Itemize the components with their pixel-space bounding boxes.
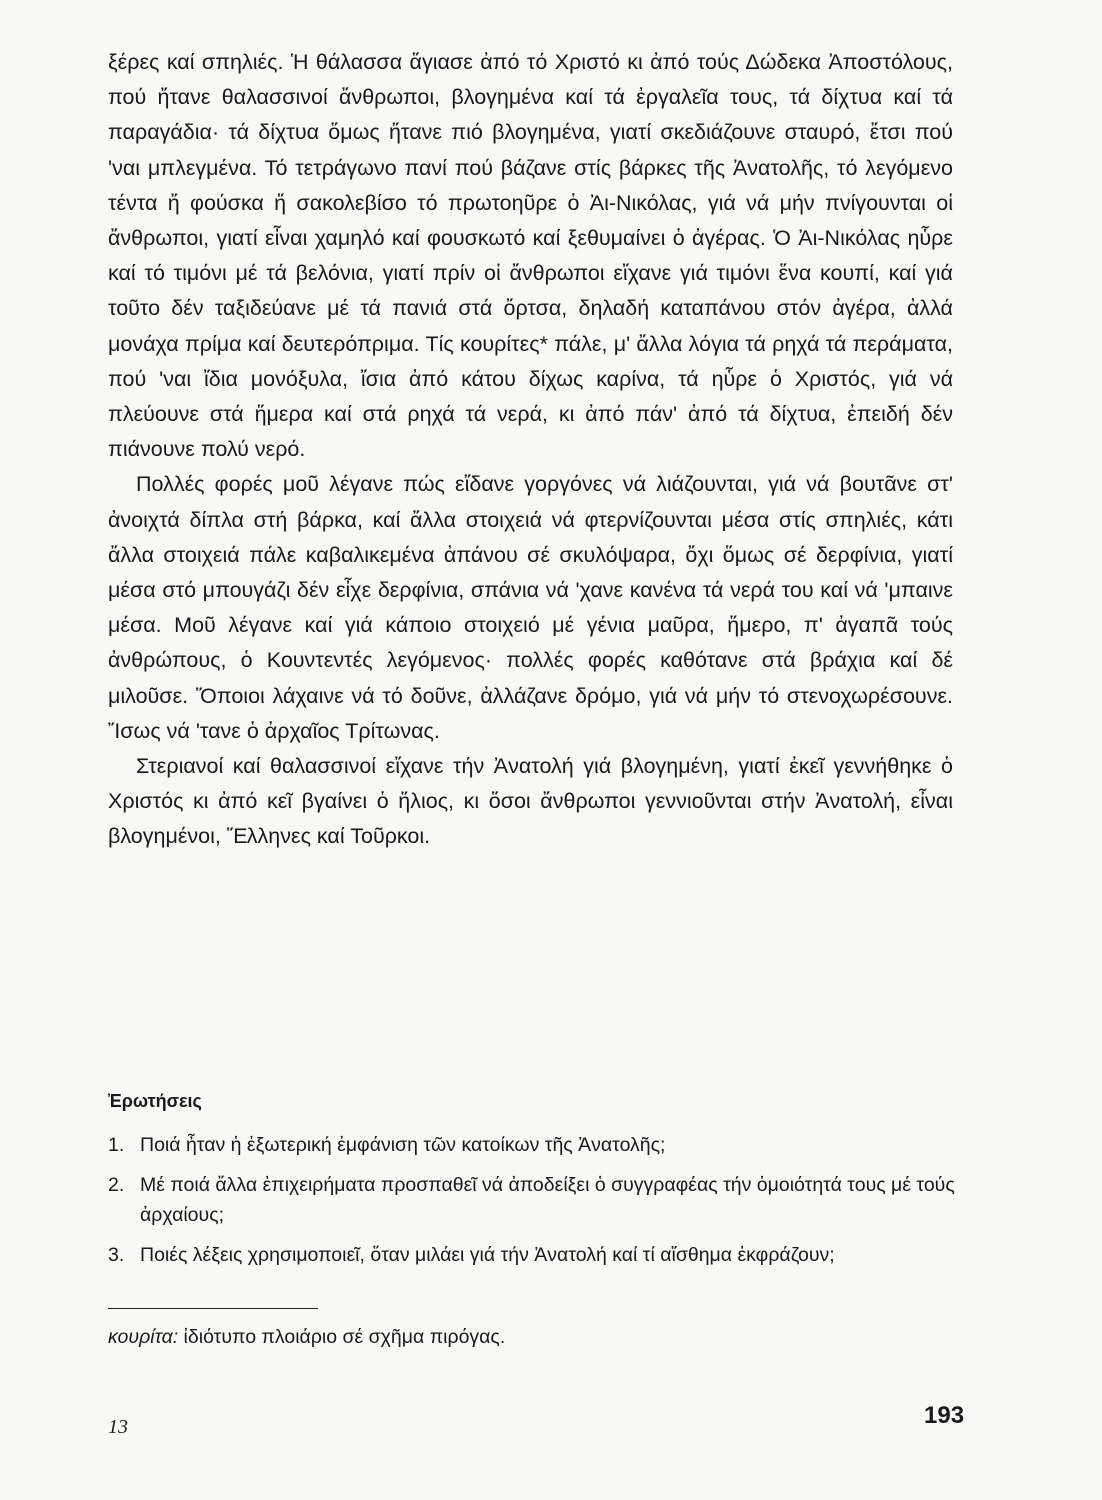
footnote-divider — [108, 1308, 318, 1309]
questions-list — [108, 1130, 958, 1270]
main-text — [108, 45, 953, 855]
question-item — [108, 1130, 958, 1160]
question-item — [108, 1170, 958, 1230]
question-number: 2. — [108, 1174, 125, 1196]
paragraph-2: Πολλές φορές μοῦ λέγανε πώς εἴδανε γοργόνες νά λιάζουνται, γιά νά βουτᾶνε στ' ἀνοιχτά δίπλα στή βάρκα, καί ἄλλα στοιχειά νά φτερνίζουνται μέσα στίς σπηλιές, κάτι ἄλλα στοιχειά πάλε καβαλικεμένα ἀπάνου σέ σκυλόψαρα, ὄχι ὅμως σέ δερφίνια, γιατί μέσα στό μπουγάζι δέν εἶχε δερφίνια, σπάνια νά 'χανε κανένα τά νερά του καί νά 'μπαινε μέσα. Μοῦ λέγανε καί γιά κάποιο στοιχειό μέ γένια μαῦρα, ἥμερο, π' ἀγαπᾶ τούς ἀνθρώπους, ὁ Κουντεντές λεγόμενος· πολλές φορές καθότανε στά βράχια καί δέ μιλοῦσε. Ὅποιοι λάχαινε νά τό δοῦνε, ἀλλάζανε δρόμο, γιά νά μήν τό στενοχωρέσουνε. Ἴσως νά 'τανε ὁ ἀρχαῖος Τρίτωνας. — [108, 472, 953, 743]
question-item — [108, 1240, 958, 1270]
signature-mark: 13 — [108, 1416, 128, 1438]
footnote — [108, 1326, 505, 1349]
questions-heading: Ἐρωτήσεις — [108, 1091, 202, 1111]
paragraph-3: Στεριανοί καί θαλασσινοί εἴχανε τήν Ἀνατολή γιά βλογημένη, γιατί ἐκεῖ γεννήθηκε ὁ Χριστός κι ἀπό κεῖ βγαίνει ὁ ἥλιος, κι ὅσοι ἄνθρωποι γεννιοῦνται στήν Ἀνατολή, εἶναι βλογημένοι, Ἕλληνες καί Τοῦρκοι. — [108, 754, 953, 849]
question-text: Ποιά ἦταν ἡ ἐξωτερική ἐμφάνιση τῶν κατοίκων τῆς Ἀνατολῆς; — [140, 1134, 666, 1156]
question-text: Ποιές λέξεις χρησιμοποιεῖ, ὅταν μιλάει γιά τήν Ἀνατολή καί τί αἴσθημα ἐκφράζουν; — [140, 1244, 835, 1266]
paragraph-1: ξέρες καί σπηλιές. Ἡ θάλασσα ἅγιασε ἀπό τό Χριστό κι ἀπό τούς Δώδεκα Ἀποστόλους, πού ἤτανε θαλασσινοί ἄνθρωποι, βλογημένα καί τά ἐργαλεῖα τους, τά δίχτυα καί τά παραγάδια· τά δίχτυα ὅμως ἤτανε πιό βλογημένα, γιατί σκεδιάζουνε σταυρό, ἔτσι πού 'ναι μπλεγμένα. Τό τετράγωνο πανί πού βάζανε στίς βάρκες τῆς Ἀνατολῆς, τό λεγόμενο τέντα ἤ φούσκα ἤ σακολεβίσο τό πρωτοηῦρε ὁ Ἀι-Νικόλας, γιά νά μήν πνίγουνται οἱ ἄνθρωποι, γιατί εἶναι χαμηλό καί φουσκωτό καί ξεθυμαίνει ὁ ἀγέρας. Ὁ Ἀι-Νικόλας ηὗρε καί τό τιμόνι μέ τά βελόνια, γιατί πρίν οἱ ἄνθρωποι εἴχανε γιά τιμόνι ἕνα κουπί, καί γιά τοῦτο δέν ταξιδεύανε μέ τά πανιά στά ὄρτσα, δηλαδή καταπάνου στόν ἀγέρα, ἀλλά μονάχα πρίμα καί δευτερόπριμα. Τίς κουρίτες* πάλε, μ' ἄλλα λόγια τά ρηχά τά περάματα, πού 'ναι ἴδια μονόξυλα, ἴσια ἀπό κάτου δίχως καρίνα, τά ηὗρε ὁ Χριστός, γιά νά πλεύουνε στά ἥμερα καί στά ρηχά τά νερά, κι ἀπό πάν' ἀπό τά δίχτυα, ἐπειδή δέν πιάνουνε πολύ νερό. — [108, 50, 953, 462]
question-text: Μέ ποιά ἄλλα ἐπιχειρήματα προσπαθεῖ νά ἀποδείξει ὁ συγγραφέας τήν ὁμοιότητά τους μέ τούς ἀρχαίους; — [140, 1174, 955, 1226]
questions-section — [108, 1086, 958, 1280]
question-number: 3. — [108, 1244, 125, 1266]
footnote-term: κουρίτα: — [108, 1326, 179, 1348]
footnote-definition: ἰδιότυπο πλοιάριο σέ σχῆμα πιρόγας. — [178, 1326, 506, 1348]
question-number: 1. — [108, 1134, 125, 1156]
page-number: 193 — [924, 1402, 965, 1429]
